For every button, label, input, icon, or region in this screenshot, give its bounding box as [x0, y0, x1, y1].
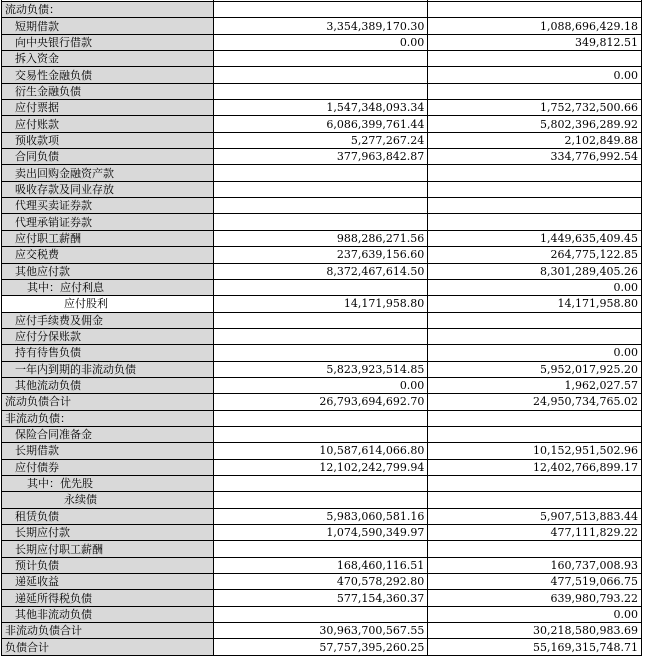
table-row [2, 623, 642, 639]
table-row [2, 557, 642, 573]
row-current-period-value: 14,171,958.80 [213, 296, 428, 312]
row-current-period-value: 12,102,242,799.94 [213, 459, 428, 475]
table-row [2, 475, 642, 491]
row-label: 负债合计 [2, 639, 214, 655]
table-row [2, 639, 642, 655]
row-current-period-value: 168,460,116.51 [213, 557, 428, 573]
table-row [2, 181, 642, 197]
table-row [2, 165, 642, 181]
row-label: 交易性金融负债 [2, 67, 214, 83]
row-current-period-value [213, 475, 428, 491]
table-row [2, 590, 642, 606]
row-previous-period-value: 334,776,992.54 [428, 149, 642, 165]
table-row [2, 574, 642, 590]
row-current-period-value: 57,757,395,260.25 [213, 639, 428, 655]
row-label: 应付职工薪酬 [2, 230, 214, 246]
row-previous-period-value [428, 51, 642, 67]
row-current-period-value: 988,286,271.56 [213, 230, 428, 246]
row-previous-period-value: 477,519,066.75 [428, 574, 642, 590]
row-label: 持有待售负债 [2, 345, 214, 361]
row-label: 吸收存款及同业存放 [2, 181, 214, 197]
table-row [2, 149, 642, 165]
row-current-period-value [213, 345, 428, 361]
row-current-period-value: 26,793,694,692.70 [213, 394, 428, 410]
row-current-period-value [213, 67, 428, 83]
row-current-period-value [213, 51, 428, 67]
row-previous-period-value [428, 181, 642, 197]
row-previous-period-value: 5,907,513,883.44 [428, 508, 642, 524]
row-previous-period-value: 1,752,732,500.66 [428, 100, 642, 116]
row-label: 非流动负债合计 [2, 623, 214, 639]
row-current-period-value: 5,983,060,581.16 [213, 508, 428, 524]
row-label: 应付手续费及佣金 [2, 312, 214, 328]
row-label: 应交税费 [2, 247, 214, 263]
row-label: 其中：应付利息 [2, 279, 214, 295]
row-previous-period-value [428, 328, 642, 344]
table-row [2, 312, 642, 328]
row-label: 合同负债 [2, 149, 214, 165]
row-previous-period-value: 477,111,829.22 [428, 525, 642, 541]
row-current-period-value [213, 492, 428, 508]
row-previous-period-value: 10,152,951,502.96 [428, 443, 642, 459]
table-row [2, 508, 642, 524]
row-label: 长期应付职工薪酬 [2, 541, 214, 557]
table-row [2, 492, 642, 508]
table-body [2, 0, 642, 655]
row-current-period-value: 377,963,842.87 [213, 149, 428, 165]
row-label: 其他流动负债 [2, 377, 214, 393]
table-row [2, 51, 642, 67]
row-previous-period-value [428, 198, 642, 214]
row-previous-period-value: 55,169,315,748.71 [428, 639, 642, 655]
row-label: 拆入资金 [2, 51, 214, 67]
row-label: 递延所得税负债 [2, 590, 214, 606]
table-row [2, 100, 642, 116]
row-previous-period-value [428, 214, 642, 230]
row-current-period-value: 577,154,360.37 [213, 590, 428, 606]
table-row [2, 116, 642, 132]
table-row [2, 525, 642, 541]
row-current-period-value: 8,372,467,614.50 [213, 263, 428, 279]
row-current-period-value [213, 328, 428, 344]
table-row [2, 34, 642, 50]
table-row [2, 361, 642, 377]
row-label: 其中：优先股 [2, 475, 214, 491]
table-row [2, 247, 642, 263]
row-label: 应付账款 [2, 116, 214, 132]
row-previous-period-value [428, 426, 642, 442]
row-label: 应付债券 [2, 459, 214, 475]
row-current-period-value: 5,823,923,514.85 [213, 361, 428, 377]
row-current-period-value: 0.00 [213, 377, 428, 393]
table-row [2, 328, 642, 344]
row-current-period-value: 0.00 [213, 34, 428, 50]
table-row [2, 426, 642, 442]
table-row [2, 132, 642, 148]
row-current-period-value [213, 165, 428, 181]
table-row [2, 2, 642, 18]
row-label: 永续债 [2, 492, 214, 508]
row-current-period-value [213, 2, 428, 18]
table-row [2, 230, 642, 246]
row-previous-period-value: 160,737,008.93 [428, 557, 642, 573]
table-row [2, 279, 642, 295]
row-label: 其他非流动负债 [2, 606, 214, 622]
row-previous-period-value: 12,402,766,899.17 [428, 459, 642, 475]
row-current-period-value: 1,074,590,349.97 [213, 525, 428, 541]
row-label: 递延收益 [2, 574, 214, 590]
table-row [2, 345, 642, 361]
row-previous-period-value: 14,171,958.80 [428, 296, 642, 312]
row-previous-period-value: 24,950,734,765.02 [428, 394, 642, 410]
row-previous-period-value: 30,218,580,983.69 [428, 623, 642, 639]
balance-sheet-liabilities-table [1, 0, 642, 656]
row-label: 卖出回购金融资产款 [2, 165, 214, 181]
row-label: 一年内到期的非流动负债 [2, 361, 214, 377]
table-row [2, 296, 642, 312]
table-row [2, 18, 642, 34]
row-previous-period-value: 0.00 [428, 279, 642, 295]
row-previous-period-value: 2,102,849.88 [428, 132, 642, 148]
row-current-period-value [213, 198, 428, 214]
row-current-period-value [213, 606, 428, 622]
table-row [2, 67, 642, 83]
row-current-period-value [213, 279, 428, 295]
row-label: 向中央银行借款 [2, 34, 214, 50]
row-current-period-value: 470,578,292.80 [213, 574, 428, 590]
row-previous-period-value: 639,980,793.22 [428, 590, 642, 606]
table-row [2, 377, 642, 393]
row-current-period-value [213, 410, 428, 426]
row-previous-period-value: 349,812.51 [428, 34, 642, 50]
row-current-period-value [213, 181, 428, 197]
row-previous-period-value: 8,301,289,405.26 [428, 263, 642, 279]
table-row [2, 541, 642, 557]
table-row [2, 459, 642, 475]
row-current-period-value [213, 426, 428, 442]
row-label: 衍生金融负债 [2, 83, 214, 99]
table-row [2, 443, 642, 459]
row-previous-period-value: 0.00 [428, 345, 642, 361]
row-label: 非流动负债： [2, 410, 214, 426]
row-previous-period-value [428, 475, 642, 491]
table-row [2, 198, 642, 214]
row-current-period-value: 6,086,399,761.44 [213, 116, 428, 132]
table-row [2, 394, 642, 410]
row-previous-period-value: 1,088,696,429.18 [428, 18, 642, 34]
row-previous-period-value: 0.00 [428, 67, 642, 83]
row-previous-period-value [428, 312, 642, 328]
row-label: 长期应付款 [2, 525, 214, 541]
row-current-period-value: 1,547,348,093.34 [213, 100, 428, 116]
table-row [2, 214, 642, 230]
row-previous-period-value [428, 541, 642, 557]
row-previous-period-value [428, 410, 642, 426]
row-previous-period-value: 264,775,122.85 [428, 247, 642, 263]
row-label: 流动负债合计 [2, 394, 214, 410]
row-previous-period-value: 5,802,396,289.92 [428, 116, 642, 132]
row-label: 预收款项 [2, 132, 214, 148]
row-previous-period-value: 1,962,027.57 [428, 377, 642, 393]
row-label: 长期借款 [2, 443, 214, 459]
row-current-period-value: 237,639,156.60 [213, 247, 428, 263]
row-previous-period-value [428, 165, 642, 181]
row-label: 代理承销证券款 [2, 214, 214, 230]
row-current-period-value: 10,587,614,066.80 [213, 443, 428, 459]
row-label: 应付分保账款 [2, 328, 214, 344]
row-previous-period-value [428, 83, 642, 99]
row-current-period-value [213, 83, 428, 99]
row-label: 应付票据 [2, 100, 214, 116]
row-previous-period-value [428, 2, 642, 18]
row-label: 租赁负债 [2, 508, 214, 524]
row-label: 流动负债： [2, 2, 214, 18]
table-row [2, 83, 642, 99]
row-current-period-value [213, 214, 428, 230]
table-row [2, 410, 642, 426]
table-row [2, 263, 642, 279]
row-previous-period-value: 0.00 [428, 606, 642, 622]
row-current-period-value: 30,963,700,567.55 [213, 623, 428, 639]
row-current-period-value [213, 541, 428, 557]
row-previous-period-value: 5,952,017,925.20 [428, 361, 642, 377]
row-current-period-value: 3,354,389,170.30 [213, 18, 428, 34]
row-label: 应付股利 [2, 296, 214, 312]
row-previous-period-value [428, 492, 642, 508]
row-current-period-value: 5,277,267.24 [213, 132, 428, 148]
row-label: 其他应付款 [2, 263, 214, 279]
row-label: 保险合同准备金 [2, 426, 214, 442]
row-label: 代理买卖证券款 [2, 198, 214, 214]
table-row [2, 606, 642, 622]
row-previous-period-value: 1,449,635,409.45 [428, 230, 642, 246]
row-label: 预计负债 [2, 557, 214, 573]
row-label: 短期借款 [2, 18, 214, 34]
row-current-period-value [213, 312, 428, 328]
